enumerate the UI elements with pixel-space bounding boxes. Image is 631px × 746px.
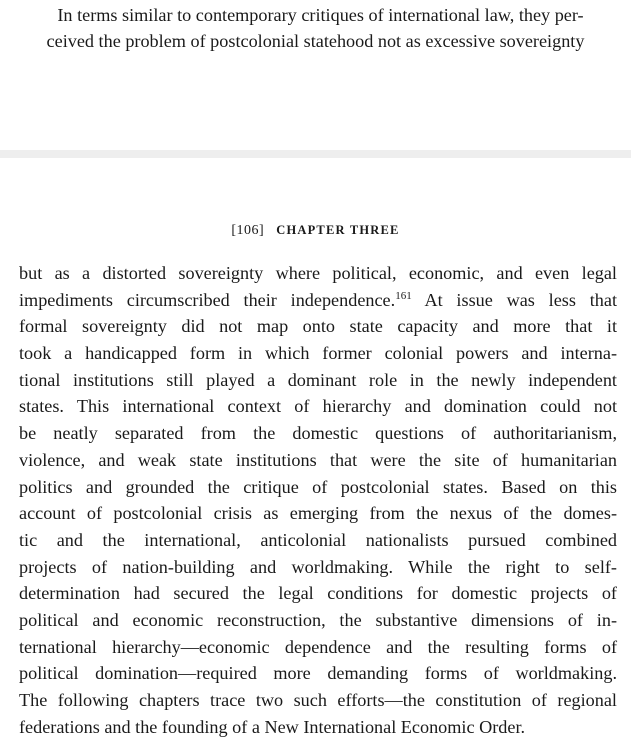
text-line: politics and grounded the critique of postcolonial states. Based on this [19,476,617,497]
text-line: political domination—required more demanding forms of worldmaking. [19,663,617,684]
page-separator [0,150,631,158]
text-line: determination had secured the legal conditions for domestic projects of [19,583,617,604]
running-head [0,220,631,241]
text-line: ceived the problem of postcolonial statehood not as excessive sovereignty [46,31,585,51]
text-line: but as a distorted sovereignty where political, economic, and even legal [19,263,617,283]
previous-page-fragment [0,0,631,150]
text-line: federations and the founding of a New International Economic Order. [19,716,526,737]
page [0,158,631,746]
text-line: tic and the international, anticolonial nationalists pursued combined [19,529,617,550]
footnote-reference[interactable]: 161 [395,289,412,302]
text-line: political and economic reconstruction, the substantive dimensions of in- [19,609,617,630]
text-line: projects of nation-building and worldmaking. While the right to self- [19,556,617,577]
text-line: In terms similar to contemporary critiques of international law, they per- [57,5,584,25]
text-line: states. This international context of hierarchy and domination could not [19,396,617,417]
text-segment: At issue was less that [411,289,618,310]
body-paragraph [19,260,617,740]
text-line: The following chapters trace two such efforts—the constitution of regional [19,690,617,710]
text-line: be neatly separated from the domestic questions of authoritarianism, [19,423,617,444]
text-line: formal sovereignty did not map onto state capacity and more that it [19,316,617,337]
text-line: account of postcolonial crisis as emerging from the nexus of the domes- [19,503,617,524]
chapter-title: CHAPTER THREE [276,223,400,237]
text-line [19,287,617,314]
text-line: tional institutions still played a dominant role in the newly independent [19,369,617,390]
text-line: took a handicapped form in which former colonial powers and interna- [19,343,617,364]
text-line: violence, and weak state institutions that were the site of humanitarian [19,449,617,470]
text-segment: impediments circumscribed their independence. [19,289,396,310]
page-number: [106] [231,223,265,238]
text-line: ternational hierarchy—economic dependence and the resulting forms of [19,636,617,657]
